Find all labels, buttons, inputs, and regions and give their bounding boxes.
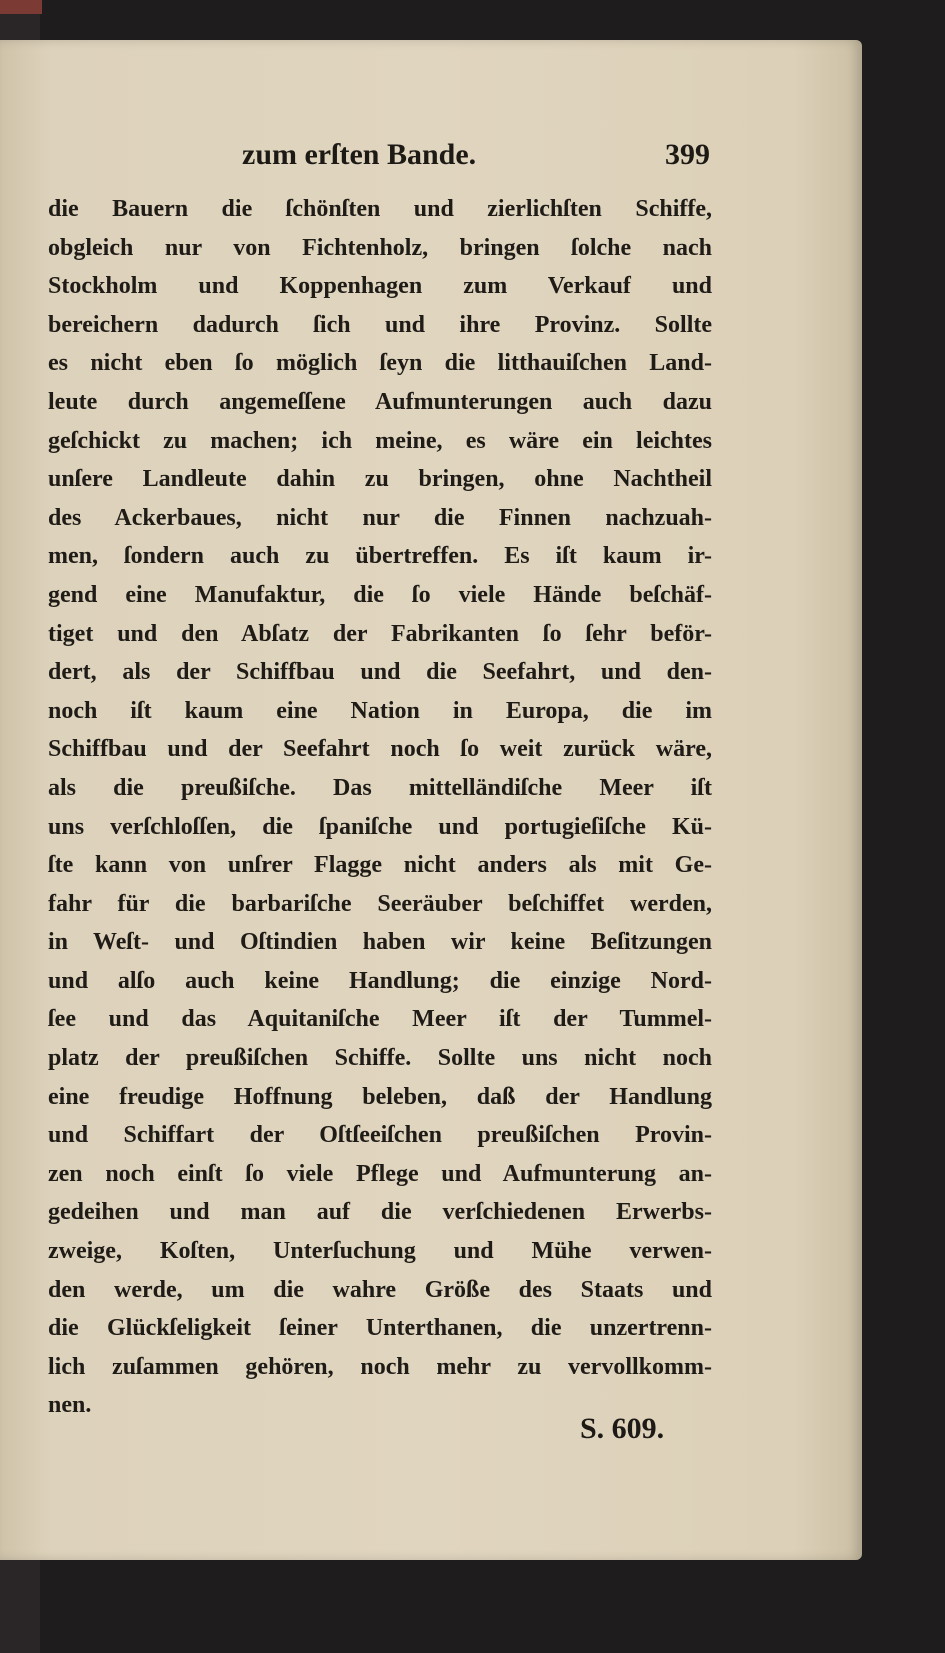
text-line: obgleich nur von Fichtenholz, bringen ſolche nach bbox=[48, 234, 712, 261]
text-line: die Bauern die ſchönſten und zierlichſten Schiffe, bbox=[48, 196, 712, 222]
text-line: zweige, Koſten, Unterſuchung und Mühe verwen- bbox=[48, 1238, 712, 1265]
text-line: lich zuſammen gehören, noch mehr zu vervollkomm- bbox=[48, 1353, 712, 1380]
text-line: unſere Landleute dahin zu bringen, ohne Nachtheil bbox=[48, 466, 712, 493]
catchword: S. 609. bbox=[580, 1412, 665, 1445]
text-line: die Glückſeligkeit ſeiner Unterthanen, die unzertrenn- bbox=[48, 1315, 712, 1342]
text-line: geſchickt zu machen; ich meine, es wäre ein leichtes bbox=[48, 427, 712, 454]
text-line: men, ſondern auch zu übertreffen. Es iſt kaum ir- bbox=[48, 543, 712, 570]
text-line: gend eine Manufaktur, die ſo viele Hände beſchäf- bbox=[48, 581, 712, 608]
text-line: ſee und das Aquitaniſche Meer iſt der Tummel- bbox=[48, 1006, 712, 1033]
text-line: Schiffbau und der Seefahrt noch ſo weit zurück wäre, bbox=[48, 736, 712, 763]
text-line: uns verſchloſſen, die ſpaniſche und portugieſiſche Kü- bbox=[48, 813, 712, 840]
text-line: dert, als der Schiffbau und die Seefahrt, und den- bbox=[48, 659, 712, 686]
text-line: zen noch einſt ſo viele Pflege und Aufmunterung an- bbox=[48, 1160, 712, 1187]
text-line: leute durch angemeſſene Aufmunterungen auch dazu bbox=[48, 388, 712, 415]
text-line: bereichern dadurch ſich und ihre Provinz. Sollte bbox=[48, 311, 712, 338]
red-marker bbox=[0, 0, 42, 14]
text-line: und alſo auch keine Handlung; die einzige Nord- bbox=[48, 967, 712, 994]
text-line: und Schiffart der Oſtſeeiſchen preußiſchen Provin- bbox=[48, 1122, 712, 1149]
text-line: nen. bbox=[48, 1392, 92, 1419]
text-line: Stockholm und Koppenhagen zum Verkauf und bbox=[48, 273, 712, 300]
text-line: noch iſt kaum eine Nation in Europa, die im bbox=[48, 697, 712, 724]
text-line: eine freudige Hoffnung beleben, daß der Handlung bbox=[48, 1083, 712, 1110]
text-line: gedeihen und man auf die verſchiedenen Erwerbs- bbox=[48, 1199, 712, 1226]
text-line: den werde, um die wahre Größe des Staats und bbox=[48, 1276, 712, 1303]
text-line: platz der preußiſchen Schiffe. Sollte uns nicht noch bbox=[48, 1045, 712, 1072]
text-line: fahr für die barbariſche Seeräuber beſchiffet werden, bbox=[48, 890, 712, 917]
text-line: als die preußiſche. Das mittelländiſche Meer iſt bbox=[48, 774, 712, 801]
text-line: ſte kann von unſrer Flagge nicht anders als mit Ge- bbox=[48, 852, 712, 879]
text-line: des Ackerbaues, nicht nur die Finnen nachzuah- bbox=[48, 504, 712, 531]
text-line: tiget und den Abſatz der Fabrikanten ſo ſehr beför- bbox=[48, 620, 712, 647]
text-line: in Weſt- und Oſtindien haben wir keine Beſitzungen bbox=[48, 929, 712, 956]
page-number: 399 bbox=[665, 138, 710, 171]
body-text bbox=[48, 190, 712, 1425]
text-line: es nicht eben ſo möglich ſeyn die litthauiſchen Land- bbox=[48, 350, 712, 377]
page-header bbox=[230, 138, 710, 178]
running-title: zum erſten Bande. bbox=[242, 138, 477, 171]
